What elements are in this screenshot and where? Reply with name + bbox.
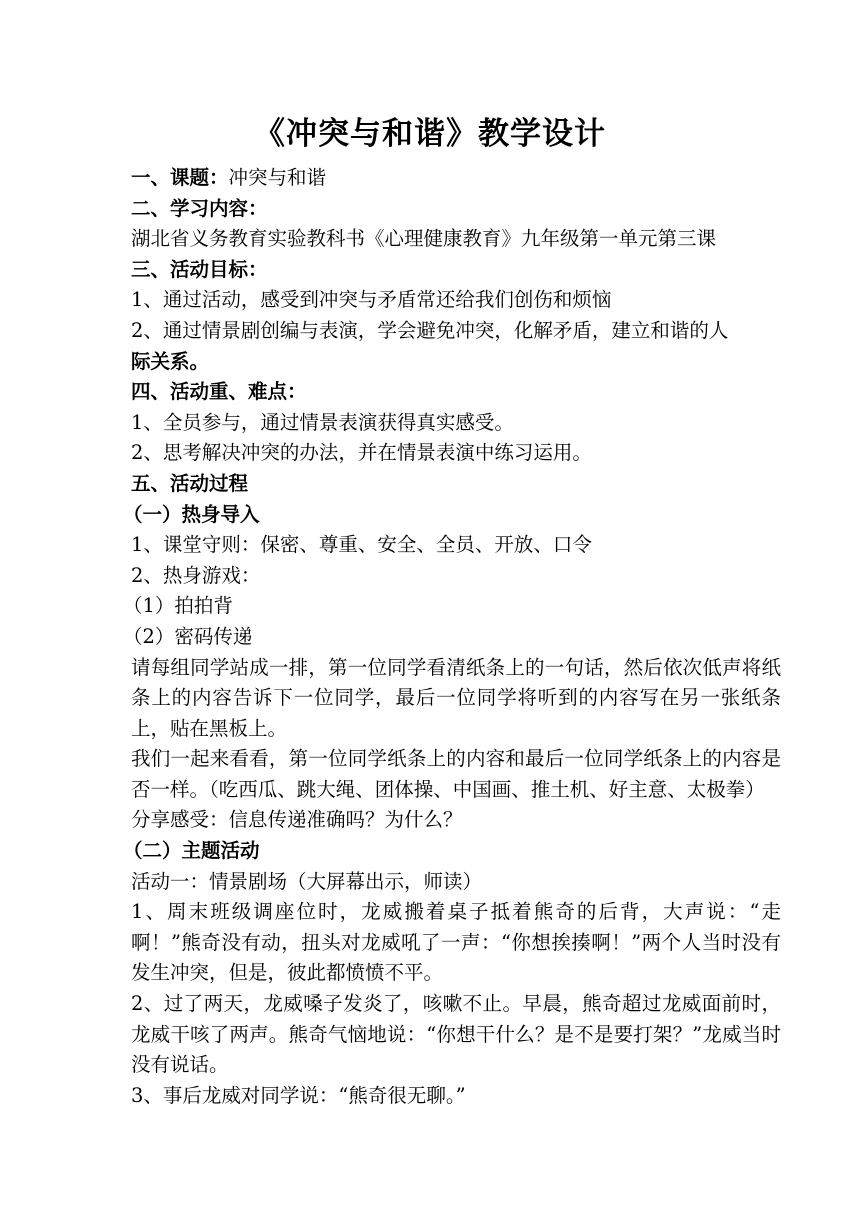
game-instructions: 请每组同学站成一排，第一位同学看清纸条上的一句话，然后依次低声将纸条上的内容告诉下一位同学，最后一位同学将听到的内容写在另一张纸条上，贴在黑板上。	[131, 655, 781, 740]
classroom-rules: 1、课堂守则：保密、尊重、安全、全员、开放、口令	[131, 533, 592, 557]
activity-1-title: 活动一：情景剧场（大屏幕出示，师读）	[131, 869, 483, 893]
document-body	[123, 163, 781, 1111]
topic-label: 一、课题：	[131, 166, 229, 189]
goal-2-line-2: 际关系。	[131, 349, 210, 373]
goals-heading: 三、活动目标：	[131, 257, 268, 281]
game-1: （1）拍拍背	[123, 594, 233, 618]
game-comparison: 我们一起来看看，第一位同学纸条上的内容和最后一位同学纸条上的内容是否一样。（吃西瓜、跳大绳、团体操、中国画、推土机、好主意、太极拳）	[131, 747, 781, 801]
goal-1: 1、通过活动，感受到冲突与矛盾常还给我们创伤和烦恼	[131, 288, 612, 312]
goal-2-line-1: 2、通过情景剧创编与表演，学会避免冲突，化解矛盾，建立和谐的人	[131, 318, 729, 342]
key-point-2: 2、思考解决冲突的办法，并在情景表演中练习运用。	[131, 441, 592, 465]
share-question: 分享感受：信息传递准确吗？为什么？	[131, 808, 463, 832]
content-heading: 二、学习内容：	[131, 196, 268, 220]
theme-heading: （二）主题活动	[123, 839, 260, 863]
game-2: （2）密码传递	[123, 624, 253, 648]
key-points-heading: 四、活动重、难点：	[131, 380, 307, 404]
scene-2: 2、过了两天，龙威嗓子发炎了，咳嗽不止。早晨，熊奇超过龙威面前时，龙威干咳了两声。熊奇气恼地说：“你想干什么？是不是要打架？”龙威当时没有说话。	[131, 992, 781, 1077]
content-text: 湖北省义务教育实验教科书《心理健康教育》九年级第一单元第三课	[131, 227, 717, 251]
warmup-heading: （一）热身导入	[123, 502, 260, 526]
topic-line	[131, 163, 781, 194]
key-point-1: 1、全员参与，通过情景表演获得真实感受。	[131, 410, 514, 434]
document-title: 《冲突与和谐》教学设计	[254, 116, 606, 152]
warmup-game-label: 2、热身游戏：	[131, 563, 261, 587]
topic-value: 冲突与和谐	[228, 166, 327, 189]
scene-1: 1、周末班级调座位时，龙威搬着桌子抵着熊奇的后背，大声说：“走啊！”熊奇没有动，扭头对龙威吼了一声：“你想挨揍啊！”两个人当时没有发生冲突，但是，彼此都愤愤不平。	[131, 900, 781, 985]
process-heading: 五、活动过程	[131, 471, 249, 495]
scene-3: 3、事后龙威对同学说：“熊奇很无聊。”	[131, 1083, 466, 1107]
